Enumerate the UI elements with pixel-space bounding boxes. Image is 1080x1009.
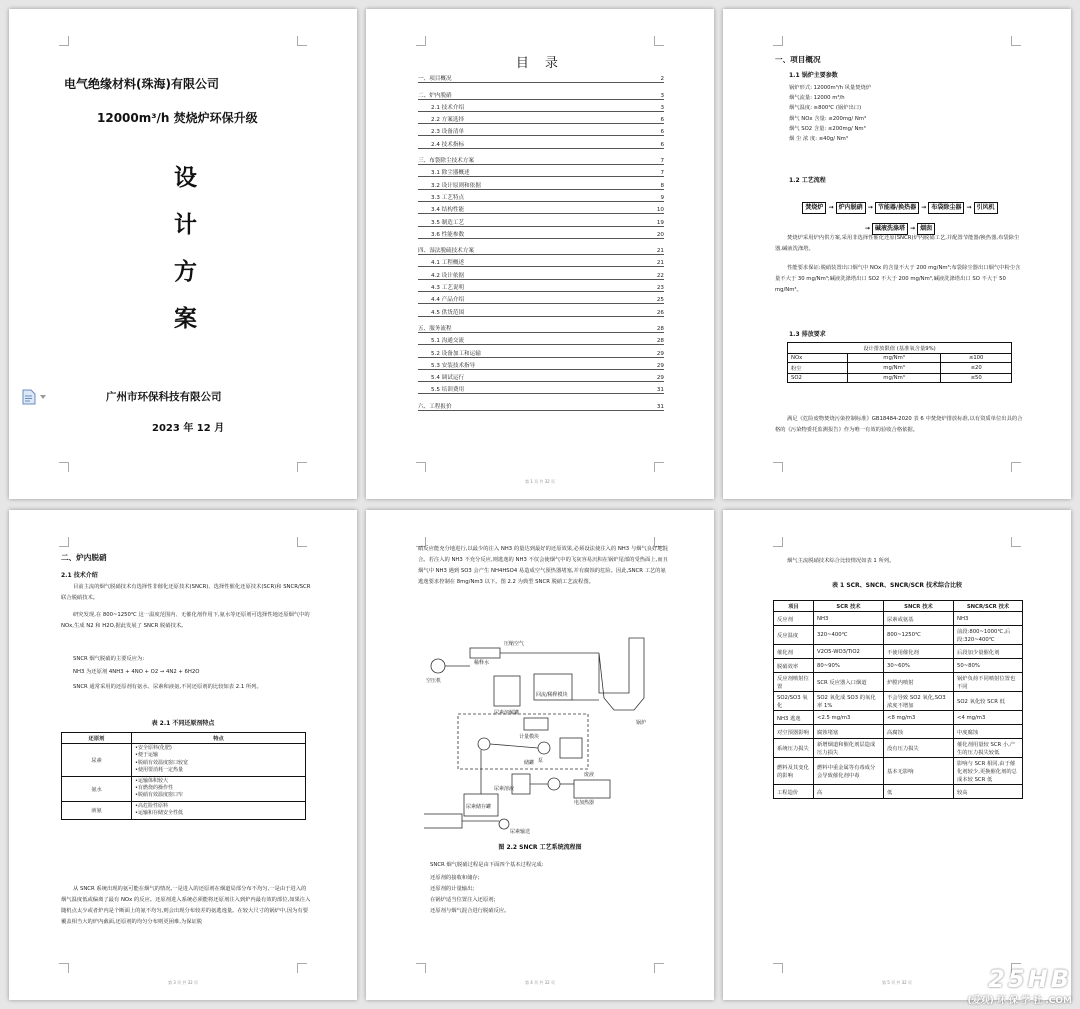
boiler-params: [789, 83, 1029, 144]
reductant-table: 还原剂 特点 尿素 • 安全原料(化肥) • 便于运输 • 脱硝有效温度窗口较宽 • 使用要消耗一定热量 氨水 • 运输体积较大 • 有燃烧的操作性 • 脱硝有效温度窗口窄 液氨 • 高危险性原料 • 运输和存储安全性低: [61, 732, 306, 820]
toc-entry-page: 3: [660, 92, 664, 99]
param-line: 烟气流量: 12000 m³/h: [789, 95, 845, 102]
toc-entry-page: 6: [660, 129, 664, 136]
dissolving-tank: [494, 676, 520, 706]
toc-entry-page: 29: [656, 350, 664, 357]
param-line: 烟气 NOx 含量: ≤200mg/ Nm³: [789, 115, 867, 122]
table-cell: 锅炉负荷不同喷射位置也不同: [954, 673, 1023, 692]
toc-entry-label: 3.4 结构性能: [431, 205, 655, 213]
table-cell: 没有压力损失: [884, 739, 954, 758]
table-row: [774, 659, 1023, 673]
table-row: [774, 739, 1023, 758]
comparison-table: 项目 SCR 技术 SNCR 技术 SNCR/SCR 技术 反应剂 NH3 尿素或氨基 NH3 反应温度 320~400℃ 800~1250℃ 前段:800~1000℃,后段:320~400℃ 催化剂 V2O5-WO3/TiO2 不使用催化剂 后段加少量催化剂 脱硝效率 80~90% 30~60% 50~80% 反应剂喷射位置 SCR 反应器入口烟道 炉膛内喷射 锅炉负荷不同喷射位置也不同 SO2/SO3 氧化 SO2 氧化成 SO3 的氧化率 1% 不会导致 SO2 氧化,SO3 浓度不增加 SO2 氧化较 SCR 低 NH3 逃逸 <2.5 mg/m3 <8 mg/m3 <4 mg/m3 对空预器影响 腐蚀堵塞 高腐蚀 中度腐蚀 系统压力损失 新增烟道和催化剂层造成压力损失 没有压力损失 催化剂用量较 SCR 小,产生的压力损失较低 燃料及其变化的影响 燃料中重金属等有毒成分会导致催化剂中毒 基本无影响 影响与 SCR 相同,由于催化剂较少,更换催化剂的总成本较 SCR 低 工程造价 高 低 较高: [773, 600, 1023, 799]
arrow-icon: →: [964, 204, 974, 211]
toc-entry-page: 6: [660, 141, 664, 148]
param-line: 烟气温度: ≥800℃ (锅炉出口): [789, 105, 862, 112]
table-cell: NH3: [954, 612, 1023, 626]
project-name: 12000m³/h 焚烧炉环保升级: [97, 111, 258, 125]
toc-entry[interactable]: [418, 358, 664, 370]
arrow-icon: →: [864, 225, 872, 232]
table-row: SO2 mg/Nm³ ≤50: [788, 374, 1012, 383]
toc-entry-label: 2.2 方案选择: [431, 115, 658, 123]
reaction-equation: NH3 为还原剂 4NH3 + 4NO + O2 → 4N2 + 6H2O: [73, 669, 200, 675]
crop-mark: [59, 36, 69, 46]
row-header: 催化剂: [774, 645, 814, 659]
toc-entry-page: 26: [656, 309, 664, 316]
chevron-down-icon[interactable]: [40, 395, 46, 399]
page-toc[interactable]: [366, 9, 714, 499]
crop-mark: [297, 462, 307, 472]
toc-entry-page: 25: [656, 297, 664, 304]
watermark-text: (爱观) 环 保 学 社 .COM: [967, 996, 1072, 1006]
list-item: 还原剂与烟气混合进行脱硝反应。: [430, 908, 510, 914]
page-footer: 第 1 页 共 32 页: [525, 479, 555, 484]
paragraph: 目前主流的烟气脱硝技术有选择性非催化还原技术(SNCR)、选择性催化还原技术(SCR)和 SNCR/SCR 联合脱硝技术。: [61, 584, 311, 601]
toc-entry[interactable]: [418, 243, 664, 255]
toc-entry[interactable]: [418, 112, 664, 124]
row-header: 反应剂喷射位置: [774, 673, 814, 692]
toc-entry-label: 2.4 技术指标: [431, 140, 658, 148]
toc-entry[interactable]: [418, 153, 664, 165]
paragraph: SNCR 烟气脱硝的主要反应为:: [73, 656, 145, 662]
list-item: 还原剂的接收和储存;: [430, 875, 480, 881]
toc-entry-label: 四、湿法脱硫技术方案: [418, 246, 655, 254]
toc-entry-page: 8: [660, 182, 664, 189]
toc-entry[interactable]: [418, 227, 664, 239]
table-cell: 320~400℃: [814, 626, 884, 645]
steps-list: [430, 873, 509, 917]
toc-entry-page: 29: [656, 375, 664, 382]
document-icon[interactable]: [22, 389, 36, 405]
toc-entry-label: 一、项目概况: [418, 74, 658, 82]
toc-entry-label: 4.2 设计依据: [431, 271, 655, 279]
paragraph: 烟气主流脱硝技术综合比较情况如表 1 所列。: [787, 558, 895, 564]
toc-entry[interactable]: [418, 280, 664, 292]
toc-entry[interactable]: [418, 321, 664, 333]
diagram-label: 回流/稀释模块: [536, 692, 568, 698]
table-row: [774, 725, 1023, 739]
toc-entry-label: 2.3 设备清单: [431, 127, 658, 135]
row-header: 工程造价: [774, 785, 814, 799]
toc-entry-label: 5.4 调试运行: [431, 373, 655, 381]
toc-entry-label: 3.1 除尘器概述: [431, 168, 658, 176]
diagram-label: 泵: [538, 758, 544, 764]
diagram-label: 空压机: [426, 678, 442, 684]
table-row: [774, 711, 1023, 725]
table-cell: 影响与 SCR 相同,由于催化剂较少,更换催化剂的总成本较 SCR 低: [954, 758, 1023, 785]
toc-entry-page: 2: [660, 76, 664, 83]
table-cell: 不使用催化剂: [884, 645, 954, 659]
flow-step: 节能器/换热器: [875, 202, 919, 214]
arrow-icon: →: [826, 204, 836, 211]
crop-mark: [773, 36, 783, 46]
paragraph: 满足《危险废物焚烧污染控制标准》GB18484-2020 表 6 中焚烧炉排放标准,以有资质单位出具的合格的《污染物委托监测报告》作为唯一有效的验收合格依据。: [775, 416, 1023, 433]
table-cell: 80~90%: [814, 659, 884, 673]
toc-entry[interactable]: [418, 124, 664, 136]
paragraph: 性能要求保证:脱硝装置出口烟气中 NOx 的含量不大于 200 mg/Nm³;布袋除尘器出口烟气中粉尘含量不大于 30 mg/Nm³;碱液洗涤塔出口 SO2 不大于 200 mg/Nm³,碱液洗涤塔出口 SO 不大于 50 mg/Nm³。: [775, 265, 1021, 293]
toc-entry-label: 5.3 安装技术指导: [431, 361, 655, 369]
toc-entry-page: 7: [660, 170, 664, 177]
table-cell: 高: [814, 785, 884, 799]
toc-entry-page: 20: [656, 231, 664, 238]
crop-mark: [59, 963, 69, 973]
table-row: [774, 692, 1023, 711]
crop-mark: [773, 462, 783, 472]
list-item: 在锅炉适当位置注入还原剂;: [430, 897, 496, 903]
table-row: 液氨 • 高危险性原料 • 运输和存储安全性低: [62, 801, 306, 819]
subsection-heading: 1.1 锅炉主要参数: [789, 72, 838, 79]
toc-entry-label: 2.1 技术介绍: [431, 103, 658, 111]
toc-entry[interactable]: [418, 345, 664, 357]
table-row: 氨水 • 运输体积较大 • 有燃烧的操作性 • 脱硝有效温度窗口窄: [62, 776, 306, 801]
table-cell: <8 mg/m3: [884, 711, 954, 725]
diagram-label: 计量模块: [519, 734, 540, 740]
diagram-label: 尿素储存罐: [466, 804, 492, 810]
crop-mark: [773, 963, 783, 973]
paragraph: SNCR 通常采用的还原剂有氨水、尿素和液氨,不同还原剂的比较如表 2.1 所列。: [73, 684, 262, 690]
process-flow: [775, 195, 1025, 237]
table-caption: 表 1 SCR、SNCR、SNCR/SCR 技术综合比较: [831, 582, 963, 589]
table-cell: 30~60%: [884, 659, 954, 673]
publisher: 广州市环保科技有限公司: [106, 391, 222, 403]
table-row: [774, 785, 1023, 799]
section-heading: 一、项目概况: [775, 55, 821, 64]
table-row: 粉尘 mg/Nm³ ≤20: [788, 363, 1012, 374]
figure-caption: 图 2.2 SNCR 工艺系统流程图: [498, 844, 582, 851]
table-cell: 炉膛内喷射: [884, 673, 954, 692]
toc-entry-page: 28: [656, 325, 664, 332]
toc-entry-label: 五、服务流程: [418, 324, 655, 332]
toc-entry-label: 4.5 供货范围: [431, 308, 655, 316]
crop-mark: [1011, 537, 1021, 547]
table-cell: 尿素或氨基: [884, 612, 954, 626]
crop-mark: [59, 537, 69, 547]
row-header: 系统压力损失: [774, 739, 814, 758]
toc-entry-label: 3.3 工艺特点: [431, 193, 658, 201]
row-header: NH3 逃逸: [774, 711, 814, 725]
crop-mark: [416, 36, 426, 46]
table-cell: 新增烟道和催化剂层造成压力损失: [814, 739, 884, 758]
table-row: [774, 673, 1023, 692]
toc-entry-label: 5.5 培训费用: [431, 385, 655, 393]
toc-title: 目 录: [515, 56, 565, 71]
flow-step: 炉内脱硝: [836, 202, 866, 214]
toc-entry-label: 4.4 产品介绍: [431, 295, 655, 303]
flow-step: 布袋除尘器: [928, 202, 964, 214]
table-row: NOx mg/Nm³ ≤100: [788, 354, 1012, 363]
table-cell: 后段加少量催化剂: [954, 645, 1023, 659]
toc-entry-page: 6: [660, 117, 664, 124]
paragraph: 从 SNCR 系统出现的氨可能在烟气的情况,一是进入的还原剂在烟道局部分布不均匀,一是由于进入的烟气温度低或偏离了最有 NOx 的反应。还原剂进入系统必须能将还原剂注入到炉内最有效的部位,如果注入随机点太少或者炉内是个断面上的氨不均匀,则会出现分布较差的氨逃逸量。在较大尺寸的锅炉中,因为有要覆盖相当大的炉内截面,还原剂的均匀分布则更困难,为保证脱: [61, 886, 311, 925]
table-row: [774, 758, 1023, 785]
paragraph: 研究发现,在 800~1250℃ 这一温度范围内、无催化剂作用下,氨水等还原剂可选择性地还原烟气中的 NOx,生成 N2 和 H2O,据此发展了 SNCR 脱硝技术。: [61, 612, 310, 629]
table-cell: V2O5-WO3/TiO2: [814, 645, 884, 659]
flow-step: 焚烧炉: [802, 202, 826, 214]
diagram-label: 压缩空气: [504, 641, 525, 647]
issue-date: 2023 年 12 月: [152, 423, 225, 434]
toc-entry[interactable]: [418, 100, 664, 112]
sncr-flow-diagram: [424, 634, 664, 834]
crop-mark: [416, 963, 426, 973]
table-title: 设计排放限值 (基准氧含量9%): [788, 343, 1012, 354]
table-row: [774, 645, 1023, 659]
table-cell: 腐蚀堵塞: [814, 725, 884, 739]
toc-entry-label: 3.2 设计原则和依据: [431, 181, 658, 189]
toc-entry-page: 29: [656, 362, 664, 369]
page-footer: 第 3 页 共 32 页: [168, 980, 198, 985]
crop-mark: [297, 537, 307, 547]
watermark-logo: 25HB: [988, 965, 1072, 993]
page-sncr-diagram[interactable]: [366, 510, 714, 1000]
diagram-label: 尿素溶液: [494, 786, 515, 792]
toc-entry[interactable]: [418, 304, 664, 316]
flow-step: 烟囱: [917, 223, 935, 235]
toc-entry-page: 31: [656, 387, 664, 394]
boiler: [599, 638, 644, 710]
row-header: 反应剂: [774, 612, 814, 626]
subsection-heading: 2.1 技术介绍: [61, 572, 98, 579]
toc-entry-page: 3: [660, 104, 664, 111]
table-cell: 燃料中重金属等有毒成分会导致催化剂中毒: [814, 758, 884, 785]
param-line: 烟 尘 浓 度: ≤40g/ Nm³: [789, 136, 848, 143]
table-cell: 不会导致 SO2 氧化,SO3 浓度不增加: [884, 692, 954, 711]
toc-entry[interactable]: [418, 398, 664, 410]
toc-entry[interactable]: [418, 292, 664, 304]
page-denitration[interactable]: [9, 510, 357, 1000]
table-cell: SCR 反应器入口烟道: [814, 673, 884, 692]
toc-entry[interactable]: [418, 333, 664, 345]
page-comparison[interactable]: [723, 510, 1071, 1000]
arrow-icon: →: [907, 225, 918, 232]
page-overview[interactable]: [723, 9, 1071, 499]
toc-entry-page: 9: [660, 194, 664, 201]
table-row: 尿素 • 安全原料(化肥) • 便于运输 • 脱硝有效温度窗口较宽 • 使用要消耗一定热量: [62, 744, 306, 777]
crop-mark: [1011, 462, 1021, 472]
table-cell: 高腐蚀: [884, 725, 954, 739]
toc-entry-page: 10: [656, 207, 664, 214]
subsection-heading: 1.3 排放要求: [789, 331, 826, 338]
flow-step: 碱液洗涤塔: [872, 223, 908, 235]
crop-mark: [773, 537, 783, 547]
crop-mark: [297, 963, 307, 973]
toc-entry[interactable]: [418, 136, 664, 148]
truck: [424, 814, 462, 828]
row-header: 燃料及其变化的影响: [774, 758, 814, 785]
crop-mark: [654, 36, 664, 46]
row-header: 脱硝效率: [774, 659, 814, 673]
table-cell: 基本无影响: [884, 758, 954, 785]
table-row: [774, 612, 1023, 626]
compressor-icon: [431, 659, 445, 673]
toc-entry[interactable]: [418, 165, 664, 177]
toc-entry-label: 4.1 工程概述: [431, 258, 655, 266]
diagram-label: 稀释水: [474, 660, 490, 666]
toc-entry[interactable]: [418, 370, 664, 382]
crop-mark: [654, 462, 664, 472]
toc-entry[interactable]: [418, 255, 664, 267]
subsection-heading: 1.2 工艺流程: [789, 177, 826, 184]
metering-module-box: [458, 714, 588, 769]
toc-entry-label: 三、布袋除尘技术方案: [418, 156, 658, 164]
toc-list: [418, 71, 664, 411]
table-cell: SO2 氧化成 SO3 的氧化率 1%: [814, 692, 884, 711]
toc-entry-label: 六、工程报价: [418, 402, 655, 410]
table-cell: 中度腐蚀: [954, 725, 1023, 739]
row-header: 反应温度: [774, 626, 814, 645]
toc-entry-page: 28: [656, 338, 664, 345]
table-cell: 前段:800~1000℃,后段:320~400℃: [954, 626, 1023, 645]
toc-entry-label: 4.3 工艺说明: [431, 283, 655, 291]
table-cell: 较高: [954, 785, 1023, 799]
paragraph: 焚烧炉采用炉内供方案,采用非选择性催化还原(SNCR)炉内脱硝工艺,并配置节能器/换热器,布袋除尘器,碱液洗涤塔。: [775, 235, 1020, 252]
toc-entry-page: 31: [656, 403, 664, 410]
row-header: SO2/SO3 氧化: [774, 692, 814, 711]
diagram-label: 储罐: [524, 760, 535, 766]
table-caption: 表 2.1 不同还原剂特点: [151, 720, 215, 727]
param-line: 锅炉形式: 12000m³/h 风量焚烧炉: [789, 85, 872, 91]
toc-entry-label: 5.1 沟通交流: [431, 336, 655, 344]
diagram-label: 电加热器: [574, 800, 595, 806]
diagram-label: 尿素溶解罐: [494, 710, 520, 716]
diagram-label: 尿素输送: [510, 829, 531, 834]
section-heading: 二、炉内脱硝: [61, 553, 107, 562]
crop-mark: [654, 963, 664, 973]
toc-entry-label: 3.6 性能参数: [431, 230, 655, 238]
toc-entry[interactable]: [418, 190, 664, 202]
table-cell: <2.5 mg/m3: [814, 711, 884, 725]
site-watermark: [967, 965, 1072, 1006]
param-line: 烟气 SO2 含量: ≤200mg/ Nm³: [789, 125, 866, 132]
table-cell: 50~80%: [954, 659, 1023, 673]
arrow-icon: →: [919, 204, 929, 211]
toc-entry[interactable]: [418, 71, 664, 83]
toc-entry-page: 21: [656, 260, 664, 267]
table-cell: 低: [884, 785, 954, 799]
toc-entry-label: 3.5 制造工艺: [431, 218, 655, 226]
toc-entry-page: 22: [656, 272, 664, 279]
page-footer: 第 4 页 共 32 页: [525, 980, 555, 985]
toc-entry-page: 7: [660, 158, 664, 165]
toc-entry-page: 21: [656, 248, 664, 255]
emission-table: [787, 342, 1012, 383]
table-cell: <4 mg/m3: [954, 711, 1023, 725]
diagram-label: 废液: [584, 772, 595, 778]
air-tank: [470, 648, 500, 658]
crop-mark: [416, 462, 426, 472]
paragraph: SNCR 烟气脱硝过程是由下面四个基本过程完成:: [430, 862, 544, 868]
page-cover[interactable]: [9, 9, 357, 499]
diagram-label: 锅炉: [636, 720, 647, 726]
toc-entry[interactable]: [418, 177, 664, 189]
paragraph: 硝反应能充分地进行,以最少的注入 NH3 的量达到最好的还原效果,必须设法使注入的 NH3 与烟气良好地混合。若注入的 NH3 不充分反应,则逃逸的 NH3 不仅会使烟气中的飞灰容易沉积在锅炉尾部的受热面上,而且烟气中 NH3 遇到 SO3 会产生 NH4HSO4 易造成空气预热器堵塞,并有腐蚀的危险。因此,SNCR 工艺的氨逃逸要求控制在 8mg/Nm3 以下。图 2.2 为典型 SNCR 脱硝工艺流程图。: [418, 546, 668, 585]
arrow-icon: →: [865, 204, 875, 211]
toc-entry[interactable]: [418, 382, 664, 394]
cover-title-char: 计: [174, 212, 197, 238]
table-cell: 800~1250℃: [884, 626, 954, 645]
flow-step: 引风机: [974, 202, 998, 214]
list-item: 还原剂的计量输出;: [430, 886, 475, 892]
toc-entry[interactable]: [418, 202, 664, 214]
client-company: 电气绝缘材料(珠海)有限公司: [64, 77, 219, 91]
table-cell: 催化剂用量较 SCR 小,产生的压力损失较低: [954, 739, 1023, 758]
toc-entry-label: 5.2 设备加工和运输: [431, 349, 655, 357]
page-footer: 第 5 页 共 32 页: [882, 980, 912, 985]
toc-entry-label: 二、炉内脱硝: [418, 91, 658, 99]
toc-entry[interactable]: [418, 214, 664, 226]
toc-entry-page: 19: [656, 219, 664, 226]
table-cell: NH3: [814, 612, 884, 626]
toc-entry[interactable]: [418, 267, 664, 279]
cover-title-char: 设: [174, 165, 197, 191]
cover-title-char: 方: [174, 259, 197, 285]
crop-mark: [1011, 36, 1021, 46]
crop-mark: [297, 36, 307, 46]
cover-title-char: 案: [174, 306, 197, 332]
toc-entry[interactable]: [418, 87, 664, 99]
mixer: [524, 718, 548, 730]
row-header: 对空预器影响: [774, 725, 814, 739]
table-row: [774, 626, 1023, 645]
toc-entry-page: 23: [656, 285, 664, 292]
table-cell: SO2 氧化较 SCR 低: [954, 692, 1023, 711]
crop-mark: [59, 462, 69, 472]
